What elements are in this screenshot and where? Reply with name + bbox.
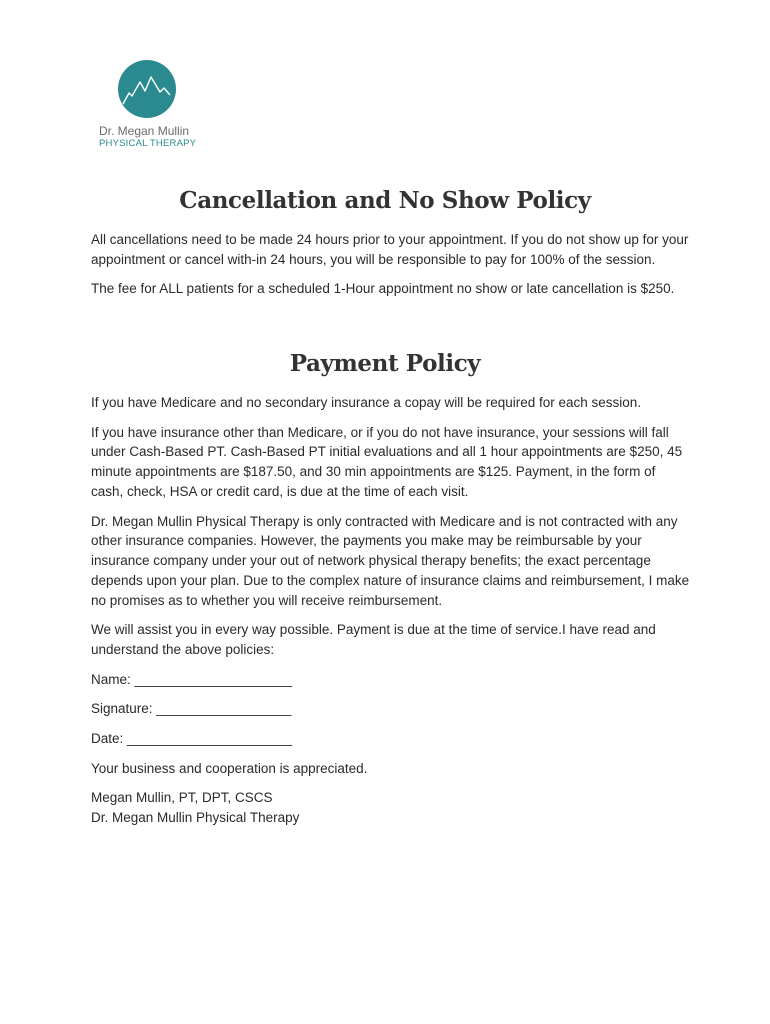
- payment-paragraph-2: If you have insurance other than Medicare, or if you do not have insurance, your sessions will fall under Cash-Based PT. Cash-Based PT initial evaluations and all 1 hour appointments are $250, 45 minute appointments are $187.50, and 30 min appointments are $125. Payment, in the form of cash, check, HSA or credit card, is due at the time of each visit.: [91, 424, 683, 499]
- logo-name: Dr. Megan Mullin: [99, 124, 190, 138]
- date-field-line: Date: ______________________: [91, 730, 293, 746]
- payment-heading: Payment Policy: [289, 350, 481, 377]
- payment-section: [91, 393, 691, 828]
- cancellation-paragraph-1: All cancellations need to be made 24 hours prior to your appointment. If you do not show up for your appointment or cancel with-in 24 hours, you will be responsible to pay for 100% of the session.: [91, 232, 689, 267]
- name-field-line: Name: _____________________: [91, 671, 293, 687]
- payment-paragraph-3: Dr. Megan Mullin Physical Therapy is only contracted with Medicare and is not contracted with any other insurance companies. However, the payments you make may be reimbursable by your insurance company under your out of network physical therapy benefits; the exact percentage depends upon your plan. Due to the complex nature of insurance claims and reimbursement, I make no promises as to whether you will receive reimbursement.: [91, 513, 690, 608]
- cancellation-paragraph-2: The fee for ALL patients for a scheduled 1-Hour appointment no show or late cancellation is $250.: [91, 281, 675, 297]
- cancellation-heading: Cancellation and No Show Policy: [179, 187, 591, 214]
- signoff-organization: Dr. Megan Mullin Physical Therapy: [91, 809, 300, 825]
- payment-paragraph-1: If you have Medicare and no secondary insurance a copay will be required for each session.: [91, 395, 642, 410]
- payment-paragraph-4: We will assist you in every way possible. Payment is due at the time of service.I have read and understand the above policies:: [91, 622, 656, 658]
- closing-text: Your business and cooperation is appreciated.: [91, 760, 368, 776]
- signoff-name: Megan Mullin, PT, DPT, CSCS: [91, 790, 273, 806]
- logo-subtitle: PHYSICAL THERAPY: [99, 138, 197, 149]
- cancellation-section: [91, 230, 691, 309]
- mountain-logo-icon: [118, 60, 176, 118]
- signature-field-line: Signature: __________________: [91, 701, 292, 717]
